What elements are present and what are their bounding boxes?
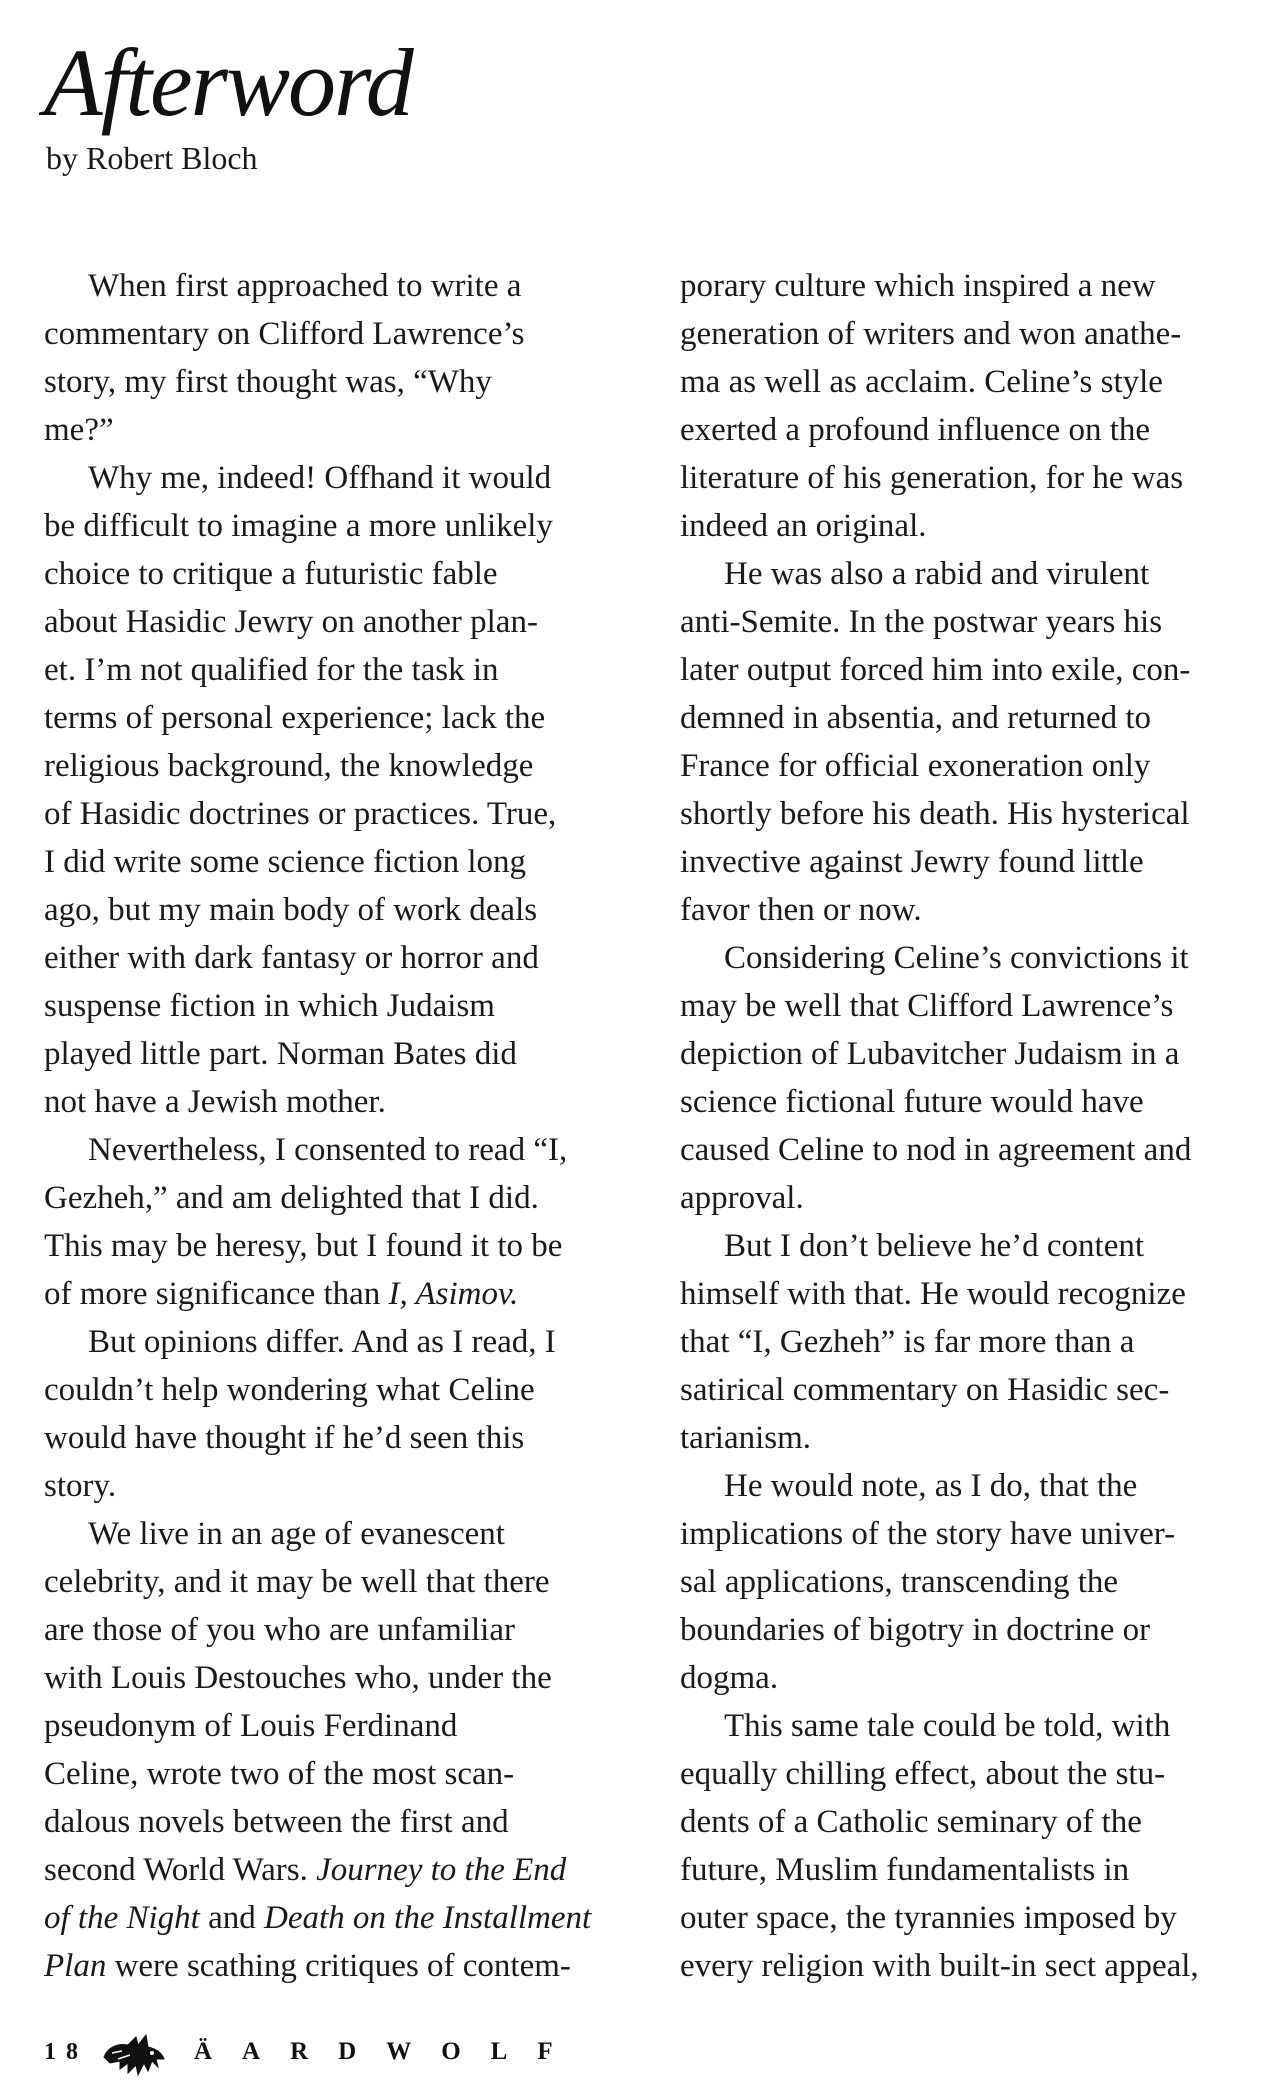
text-line: suspense fiction in which Judaism (44, 988, 495, 1024)
text-line: would have thought if he’d seen this (44, 1420, 525, 1456)
text-line: played little part. Norman Bates did (44, 1036, 517, 1072)
text-line: ago, but my main body of work deals (44, 892, 538, 928)
paragraph-3 (44, 1126, 619, 1318)
book-title: Plan (44, 1948, 107, 1984)
text-line: generation of writers and won anathe- (680, 316, 1182, 352)
text-line: Considering Celine’s convictions it (724, 940, 1189, 976)
text-line: Nevertheless, I consented to read “I, (88, 1132, 568, 1168)
text-line: et. I’m not qualified for the task in (44, 652, 499, 688)
text-line: We live in an age of evanescent (88, 1516, 505, 1552)
text-line: commentary on Clifford Lawrence’s (44, 316, 525, 352)
text-line: He was also a rabid and virulent (724, 556, 1150, 592)
text-line: may be well that Clifford Lawrence’s (680, 988, 1174, 1024)
paragraph-5-continued (680, 262, 1255, 550)
text-line: terms of personal experience; lack the (44, 700, 546, 736)
text-line: France for official exoneration only (680, 748, 1151, 784)
text-line: outer space, the tyrannies imposed by (680, 1900, 1177, 1936)
page-number: 18 (44, 2038, 88, 2065)
text-line: himself with that. He would recognize (680, 1276, 1186, 1312)
paragraph-4 (44, 1318, 619, 1510)
text-line: anti-Semite. In the postwar years his (680, 604, 1163, 640)
text-line: with Louis Destouches who, under the (44, 1660, 552, 1696)
aardwolf-logo-icon (98, 2023, 168, 2081)
text-line: tarianism. (680, 1420, 812, 1456)
text-line: every religion with built-in sect appeal, (680, 1948, 1199, 1984)
text-line: choice to critique a futuristic fable (44, 556, 498, 592)
magazine-name: ÄARDWOLF (194, 2038, 583, 2065)
text-line: But I don’t believe he’d content (724, 1228, 1145, 1264)
text-line: Celine, wrote two of the most scan- (44, 1756, 515, 1792)
text-line: demned in absentia, and returned to (680, 700, 1152, 736)
text-line: sal applications, transcending the (680, 1564, 1119, 1600)
text-run: were scathing critiques of contem- (106, 1948, 571, 1984)
text-line: about Hasidic Jewry on another plan- (44, 604, 538, 640)
text-line: couldn’t help wondering what Celine (44, 1372, 535, 1408)
paragraph-8 (680, 1222, 1255, 1462)
text-line: that “I, Gezheh” is far more than a (680, 1324, 1135, 1360)
text-line: indeed an original. (680, 508, 927, 544)
book-title: Death on the Installment (264, 1900, 592, 1936)
text-line: He would note, as I do, that the (724, 1468, 1138, 1504)
paragraph-1 (44, 262, 619, 454)
text-line: But opinions differ. And as I read, I (88, 1324, 556, 1360)
text-line: of Hasidic doctrines or practices. True, (44, 796, 557, 832)
text-line: approval. (680, 1180, 804, 1216)
paragraph-10 (680, 1702, 1255, 1990)
book-title: of the Night (44, 1900, 200, 1936)
text-line: literature of his generation, for he was (680, 460, 1184, 496)
text-line: porary culture which inspired a new (680, 268, 1156, 304)
text-line: This may be heresy, but I found it to be (44, 1228, 563, 1264)
article-byline: by Robert Bloch (46, 140, 258, 176)
text-line: me?” (44, 412, 114, 448)
text-line: dogma. (680, 1660, 779, 1696)
text-run: second World Wars. (44, 1852, 317, 1888)
article-title: Afterword (44, 29, 412, 136)
text-line: story, my first thought was, “Why (44, 364, 492, 400)
paragraph-9 (680, 1462, 1255, 1702)
text-line: When first approached to write a (88, 268, 522, 304)
text-line: equally chilling effect, about the stu- (680, 1756, 1166, 1792)
right-column (680, 262, 1255, 1990)
text-line: science fictional future would have (680, 1084, 1144, 1120)
paragraph-2 (44, 454, 619, 1126)
text-line: satirical commentary on Hasidic sec- (680, 1372, 1170, 1408)
text-line: story. (44, 1468, 117, 1504)
paragraph-6 (680, 550, 1255, 934)
text-line: pseudonym of Louis Ferdinand (44, 1708, 458, 1744)
text-line: boundaries of bigotry in doctrine or (680, 1612, 1151, 1648)
page-footer (44, 2022, 583, 2082)
text-line: Gezheh,” and am delighted that I did. (44, 1180, 539, 1216)
text-run: and (199, 1900, 264, 1936)
text-run: of more significance than (44, 1276, 389, 1312)
text-line: favor then or now. (680, 892, 922, 928)
text-line: This same tale could be told, with (724, 1708, 1171, 1744)
text-line: are those of you who are unfamiliar (44, 1612, 515, 1648)
text-line: implications of the story have univer- (680, 1516, 1176, 1552)
text-line (44, 1894, 619, 1942)
text-line: celebrity, and it may be well that there (44, 1564, 550, 1600)
text-line: I did write some science fiction long (44, 844, 527, 880)
text-line: dents of a Catholic seminary of the (680, 1804, 1142, 1840)
text-line: shortly before his death. His hysterical (680, 796, 1190, 832)
text-line: either with dark fantasy or horror and (44, 940, 539, 976)
book-title: Journey to the End (316, 1852, 567, 1888)
text-line: future, Muslim fundamentalists in (680, 1852, 1130, 1888)
text-line: Why me, indeed! Offhand it would (88, 460, 552, 496)
text-line: ma as well as acclaim. Celine’s style (680, 364, 1163, 400)
text-line: caused Celine to nod in agreement and (680, 1132, 1192, 1168)
text-line (44, 1942, 619, 1990)
text-line: be difficult to imagine a more unlikely (44, 508, 553, 544)
text-line: exerted a profound influence on the (680, 412, 1151, 448)
text-line: later output forced him into exile, con- (680, 652, 1191, 688)
text-line: religious background, the knowledge (44, 748, 534, 784)
text-line (44, 1270, 619, 1318)
text-line (44, 1846, 619, 1894)
left-column (44, 262, 619, 1990)
text-line: dalous novels between the first and (44, 1804, 509, 1840)
paragraph-7 (680, 934, 1255, 1222)
paragraph-5 (44, 1510, 619, 1990)
text-line: invective against Jewry found little (680, 844, 1144, 880)
text-line: depiction of Lubavitcher Judaism in a (680, 1036, 1180, 1072)
book-title: I, Asimov. (388, 1276, 519, 1312)
text-line: not have a Jewish mother. (44, 1084, 386, 1120)
